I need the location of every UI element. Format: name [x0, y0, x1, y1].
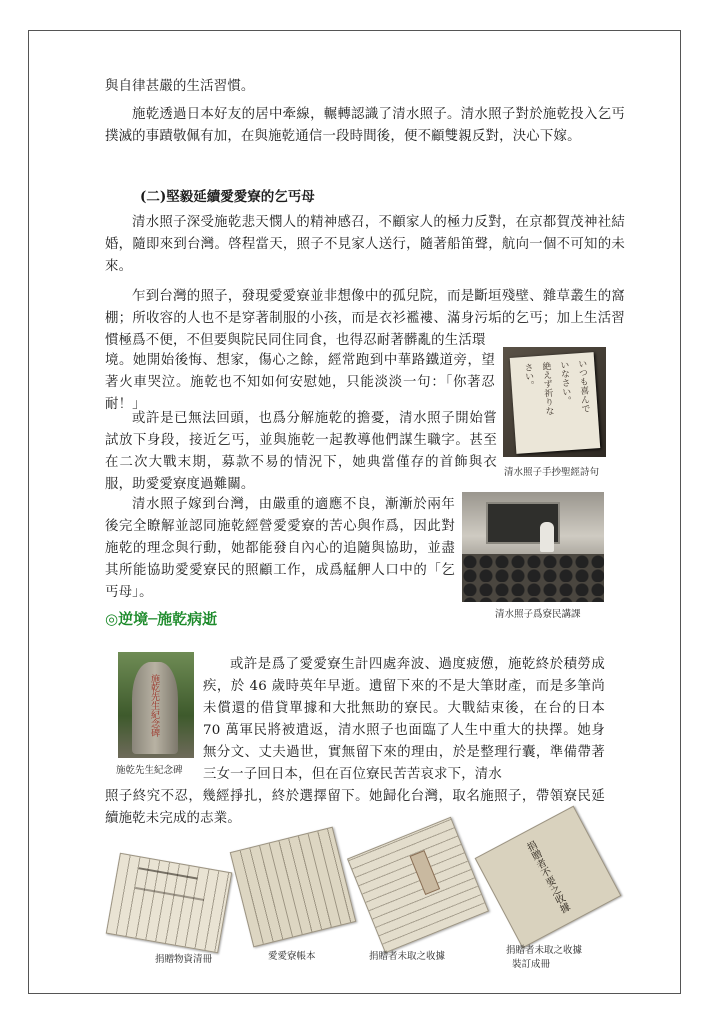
paragraph-7b: 照子終究不忍，幾經掙扎，終於選擇留下。她歸化台灣，取名施照子，帶領寮民延續施乾未完成的志業。	[105, 789, 605, 826]
paragraph-6: 清水照子嫁到台灣，由嚴重的適應不良，漸漸於兩年後完全瞭解並認同施乾經營愛愛寮的苦心與作爲，因此對施乾的理念與行動，她都能發自內心的追隨與協助，並盡其所能協助愛愛寮民的照顧工作，成爲艋舺人口中的「乞丐母」。	[105, 497, 455, 600]
lecture-caption: 清水照子爲寮民講課	[495, 609, 581, 620]
poem-line-1: いつも喜んで	[576, 358, 590, 414]
section-heading: ◎逆境─施乾病逝	[105, 610, 218, 628]
poem-line-4: さい。	[522, 362, 535, 391]
paragraph-2: 施乾透過日本好友的居中牽線，輾轉認識了清水照子。清水照子對於施乾投入乞丐撲滅的事蹟敬佩有加，在與施乾通信一段時間後，便不顧雙親反對，決心下嫁。	[105, 107, 625, 144]
memorial-stone	[132, 662, 178, 754]
paragraph-5: 或許是已無法回頭，也爲分解施乾的擔憂，清水照子開始嘗試放下身段，接近乞丐，並與施乾一起教導他們謀生職字。甚至在二次大戰末期，募款不易的情況下，她典當僅存的首飾與衣服，助愛愛寮度過難關。	[105, 411, 497, 492]
poem-caption: 清水照子手抄聖經詩句	[504, 467, 600, 478]
poem-line-2: いなさい。	[558, 359, 572, 406]
bound-caption-line2: 裝訂成冊	[512, 959, 551, 970]
receipt-caption: 捐贈者未取之收據	[369, 951, 446, 962]
ledger-caption: 愛愛寮帳本	[268, 951, 316, 962]
goods-caption: 捐贈物資清冊	[155, 954, 213, 965]
memorial-photo	[118, 652, 194, 758]
memorial-caption: 施乾先生紀念碑	[116, 765, 183, 776]
paragraph-7a: 或許是爲了愛愛寮生計四處奔波、過度疲憊，施乾終於積勞成疾，於 46 歲時英年早逝。遺留下來的不是大筆財產，而是多筆尚未償還的借貸單據和大批無助的寮民。大戰結束後，在台的日本 70 萬軍民將被遣返，清水照子也面臨了人生中重大的抉擇。她身無分文、丈夫過世，實無留下來的理由，於是整理行囊，準備帶著三女一子回日本，但在百位寮民苦苦哀求下，清水	[203, 657, 605, 782]
receipt-stamp	[410, 850, 441, 895]
lecture-photo	[462, 492, 604, 602]
bound-caption-line1: 捐贈者未取之收據	[506, 945, 583, 956]
paragraph-4a: 乍到台灣的照子，發現愛愛寮並非想像中的孤兒院，而是斷垣殘壁、雜草叢生的窩棚；所收容的人也不是穿著制服的小孩，而是衣衫襤褸、滿身污垢的乞丐；加上生活習慣極爲不便，不但要與院民同住同食，也得忍耐著髒亂的生活環	[105, 289, 625, 348]
paragraph-4b: 境。她開始後悔、想家，傷心之餘，經常跑到中華路鐵道旁，望著火車哭泣。施乾也不知如何安慰她，只能淡淡一句：「你著忍耐！」	[105, 353, 495, 412]
paragraph-1: 與自律甚嚴的生活習慣。	[105, 79, 255, 94]
paragraph-3: 清水照子深受施乾悲天憫人的精神感召，不顧家人的極力反對，在京都賀茂神社結婚，隨即來到台灣。啓程當天，照子不見家人送行，隨著船笛聲，航向一個不可知的未來。	[105, 215, 625, 274]
poem-photo	[503, 347, 606, 457]
bound-title: 捐贈者不要之收據	[523, 839, 571, 916]
poem-line-3: 絶えず祈りな	[540, 361, 554, 416]
teacher-figure	[540, 522, 554, 552]
subsection-heading: (二)堅毅延續愛愛寮的乞丐母	[140, 189, 315, 205]
audience	[462, 554, 604, 602]
memorial-inscription: 施乾先生紀念碑	[149, 674, 159, 737]
poem-paper	[510, 352, 600, 454]
